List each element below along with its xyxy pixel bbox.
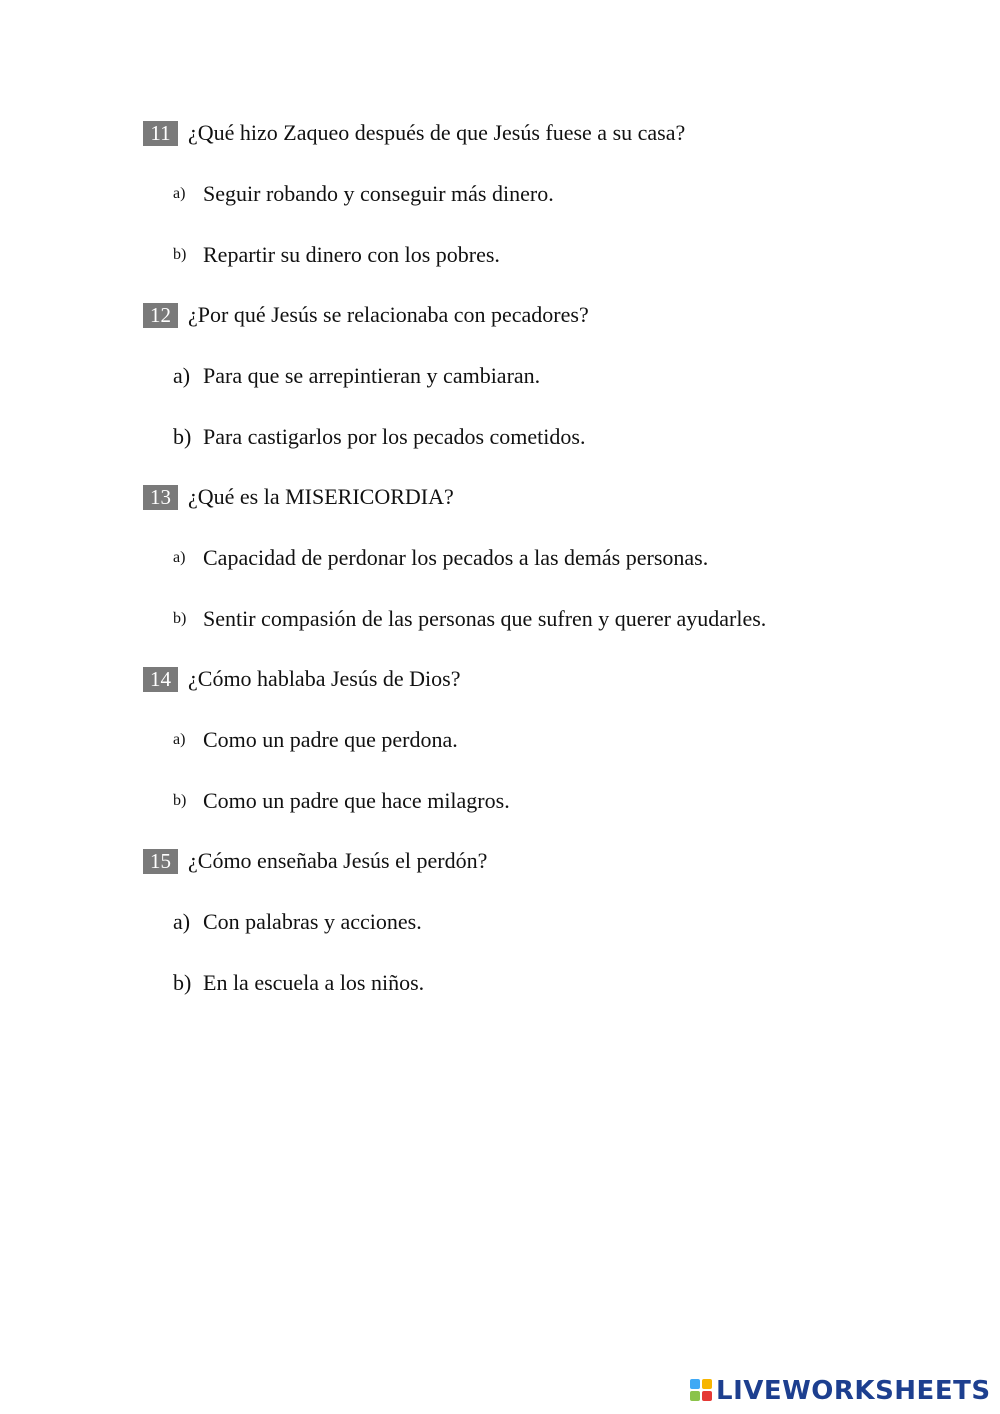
option-text: Para castigarlos por los pecados cometidos. — [203, 424, 586, 449]
brand-text: LIVEWORKSHEETS — [716, 1376, 991, 1406]
option-letter: a) — [173, 909, 191, 934]
logo-square-blue — [690, 1379, 700, 1389]
option-letter: b) — [173, 610, 187, 627]
option-11-b[interactable] — [173, 240, 500, 270]
option-14-b[interactable] — [173, 786, 510, 816]
option-12-a[interactable] — [173, 361, 540, 391]
question-number: 12 — [143, 303, 178, 328]
question-number: 15 — [143, 849, 178, 874]
question-12 — [143, 300, 589, 330]
option-text: Sentir compasión de las personas que sufren y querer ayudarles. — [203, 606, 767, 631]
question-13 — [143, 482, 454, 512]
option-text: Como un padre que hace milagros. — [203, 788, 510, 813]
option-text: Con palabras y acciones. — [203, 909, 422, 934]
question-text: ¿Por qué Jesús se relacionaba con pecadores? — [188, 302, 589, 327]
option-text: Para que se arrepintieran y cambiaran. — [203, 363, 541, 388]
logo-square-green — [690, 1391, 700, 1401]
question-text: ¿Cómo hablaba Jesús de Dios? — [188, 666, 461, 691]
logo-square-red — [702, 1391, 712, 1401]
option-13-a[interactable] — [173, 543, 708, 573]
option-11-a[interactable] — [173, 179, 554, 209]
option-15-a[interactable] — [173, 907, 422, 937]
question-11 — [143, 118, 685, 148]
question-15 — [143, 846, 487, 876]
question-number: 13 — [143, 485, 178, 510]
question-number: 11 — [143, 121, 178, 146]
option-text: Seguir robando y conseguir más dinero. — [203, 181, 554, 206]
option-letter: b) — [173, 792, 187, 809]
option-letter: b) — [173, 970, 192, 995]
option-letter: a) — [173, 363, 191, 388]
liveworksheets-logo-icon — [690, 1379, 712, 1403]
option-14-a[interactable] — [173, 725, 458, 755]
option-12-b[interactable] — [173, 422, 585, 452]
question-number: 14 — [143, 667, 178, 692]
option-text: En la escuela a los niños. — [203, 970, 425, 995]
question-text: ¿Qué es la MISERICORDIA? — [188, 484, 454, 509]
liveworksheets-brand — [690, 1374, 991, 1408]
question-14 — [143, 664, 461, 694]
option-text: Repartir su dinero con los pobres. — [203, 242, 500, 267]
option-13-b[interactable] — [173, 604, 766, 634]
option-letter: a) — [173, 185, 186, 202]
question-text: ¿Cómo enseñaba Jesús el perdón? — [188, 848, 488, 873]
option-letter: b) — [173, 424, 192, 449]
question-text: ¿Qué hizo Zaqueo después de que Jesús fuese a su casa? — [188, 120, 686, 145]
option-text: Como un padre que perdona. — [203, 727, 458, 752]
option-text: Capacidad de perdonar los pecados a las demás personas. — [203, 545, 709, 570]
option-letter: a) — [173, 731, 186, 748]
option-letter: b) — [173, 246, 187, 263]
option-15-b[interactable] — [173, 968, 424, 998]
option-letter: a) — [173, 549, 186, 566]
logo-square-yellow — [702, 1379, 712, 1389]
